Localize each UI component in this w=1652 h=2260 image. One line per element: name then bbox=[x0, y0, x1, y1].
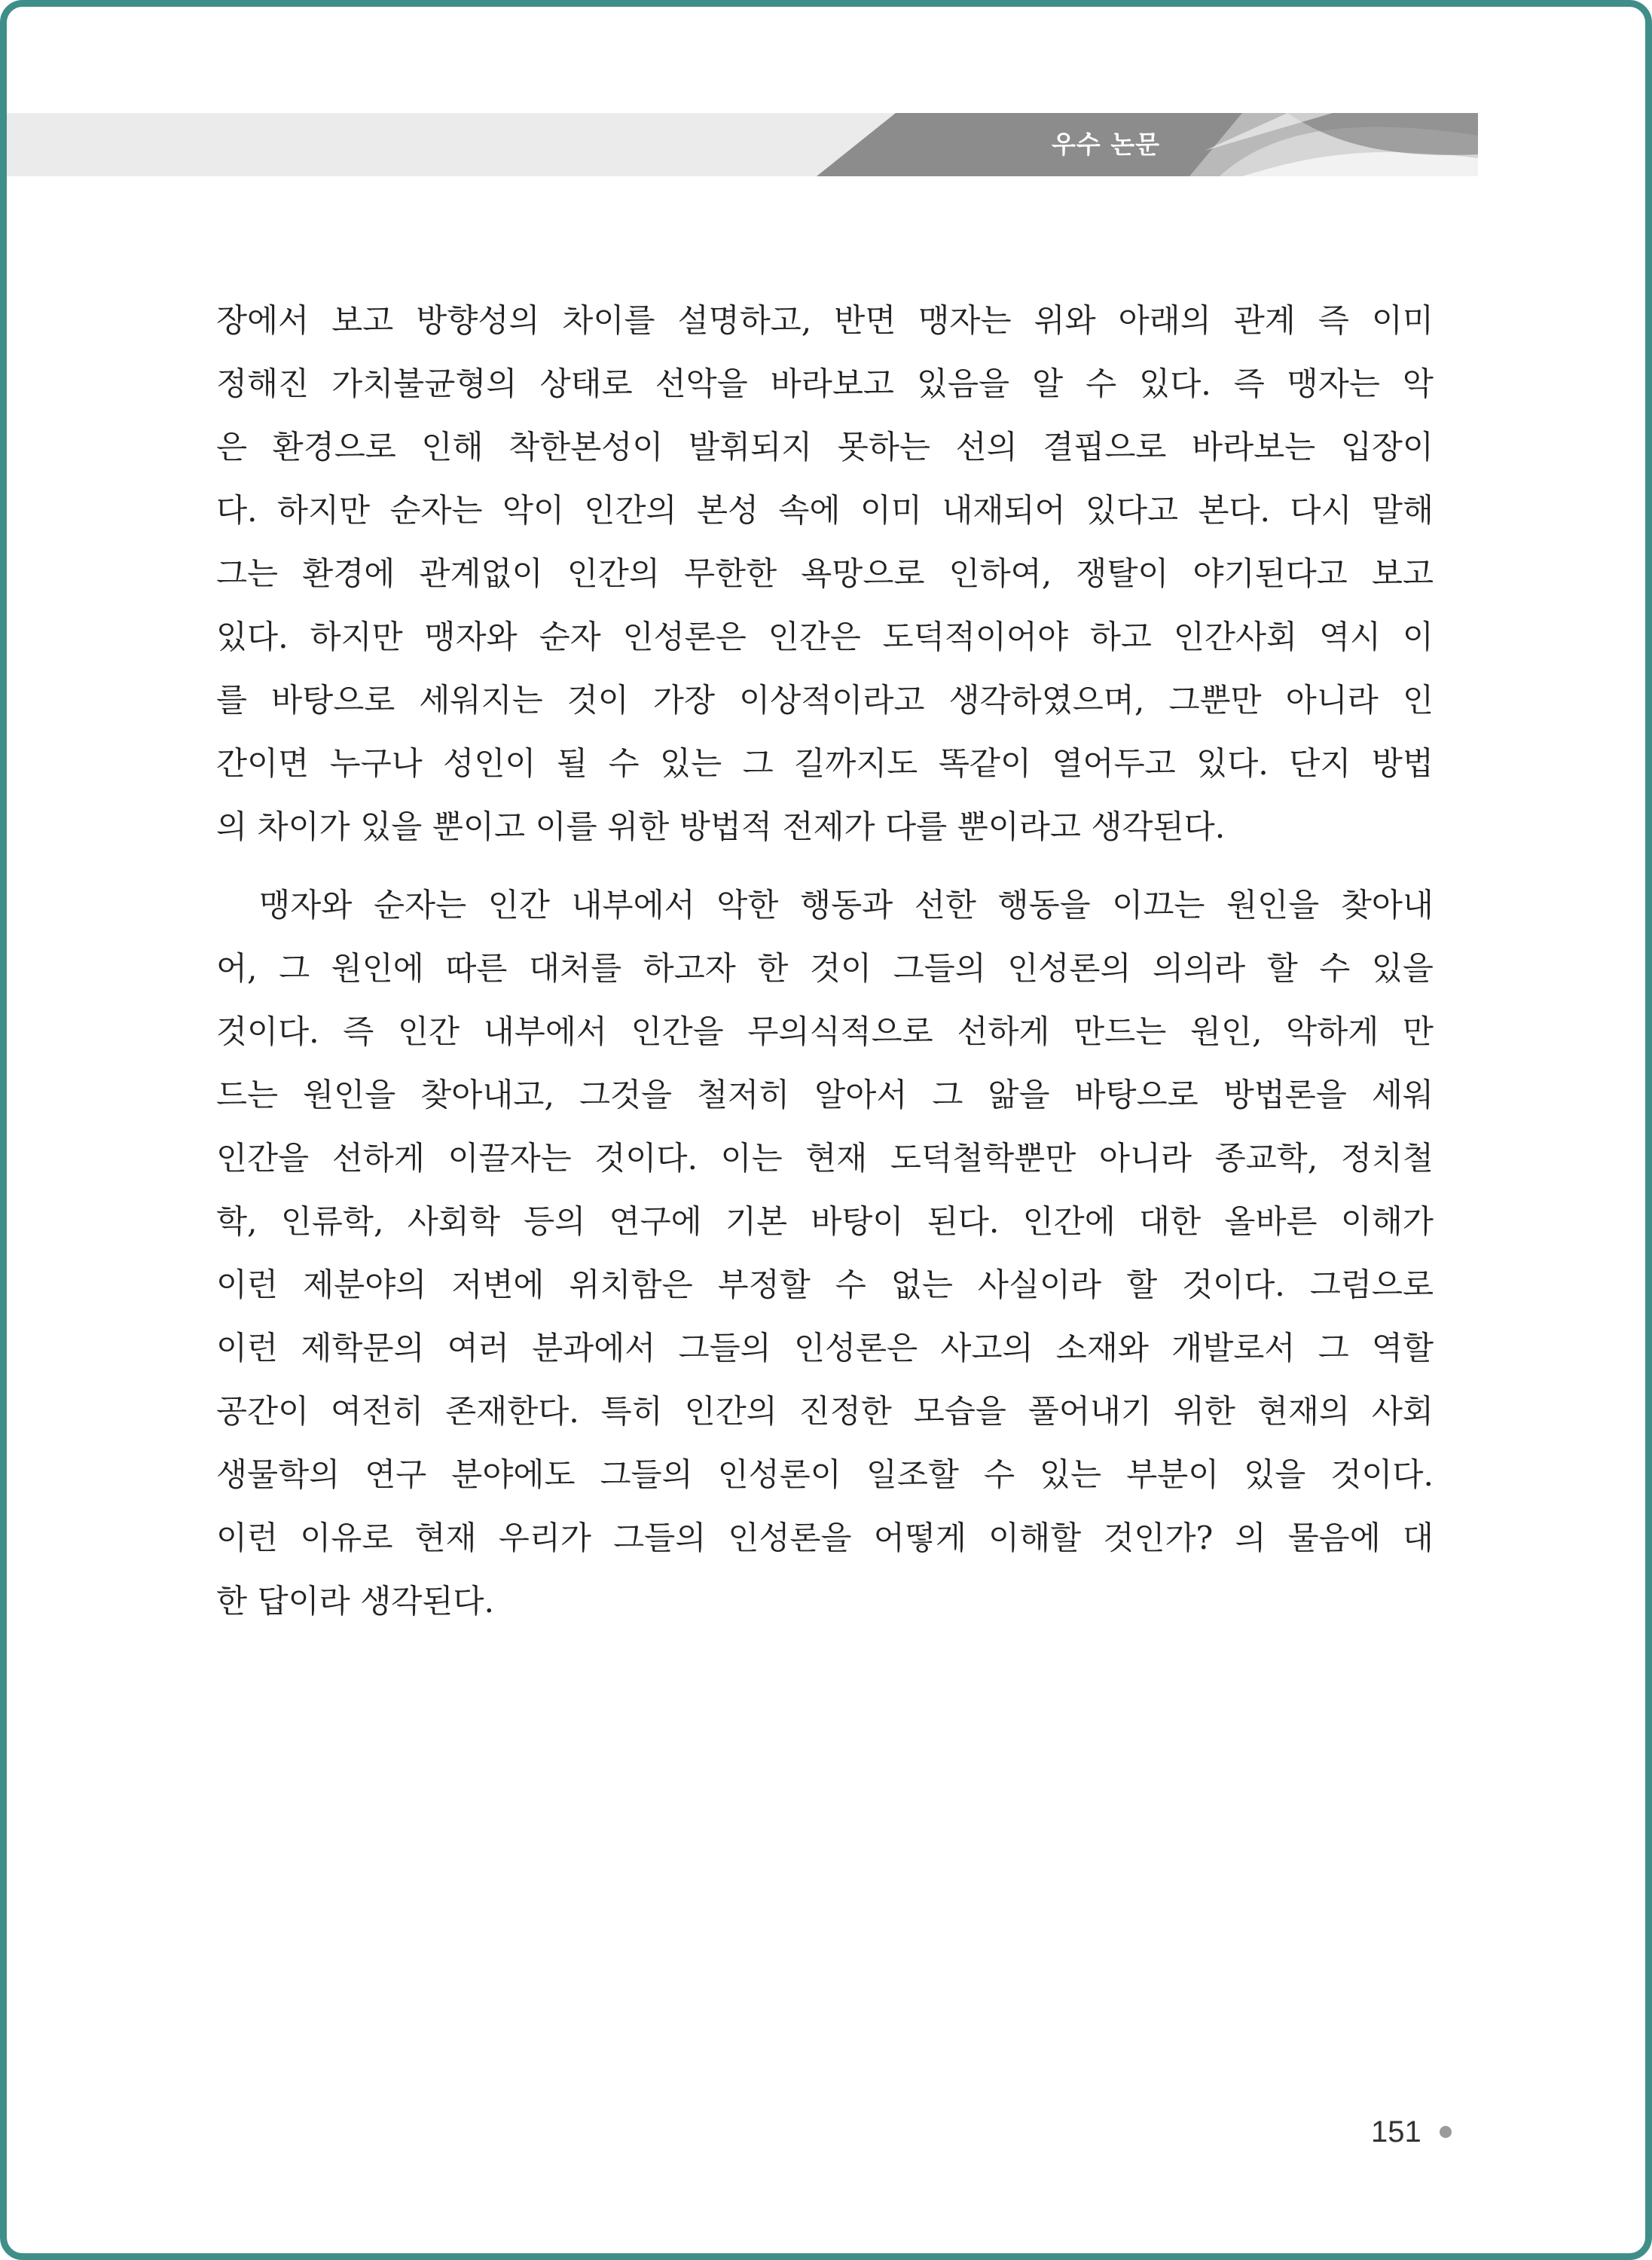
paragraph-1 bbox=[216, 290, 1434, 860]
text-line: 장에서 보고 방향성의 차이를 설명하고, 반면 맹자는 위와 아래의 관계 즉 이미 bbox=[216, 303, 1434, 340]
text-line: 드는 원인을 찾아내고, 그것을 철저히 알아서 그 앎을 바탕으로 방법론을 세워 bbox=[216, 1077, 1434, 1114]
text-line: 생물학의 연구 분야에도 그들의 인성론이 일조할 수 있는 부분이 있을 것이다. bbox=[216, 1457, 1434, 1494]
text-line: 있다. 하지만 맹자와 순자 인성론은 인간은 도덕적이어야 하고 인간사회 역시 이 bbox=[216, 619, 1434, 656]
text-line: 이런 제학문의 여러 분과에서 그들의 인성론은 사고의 소재와 개발로서 그 역할 bbox=[216, 1330, 1434, 1367]
running-header-band bbox=[7, 113, 1478, 176]
text-line: 학, 인류학, 사회학 등의 연구에 기본 바탕이 된다. 인간에 대한 올바른 이해가 bbox=[216, 1204, 1434, 1241]
text-line: 어, 그 원인에 따른 대처를 하고자 한 것이 그들의 인성론의 의의라 할 수 있을 bbox=[216, 951, 1434, 988]
text-line: 것이다. 즉 인간 내부에서 인간을 무의식적으로 선하게 만드는 원인, 악하게 만 bbox=[216, 1014, 1434, 1051]
text-line: 다. 하지만 순자는 악이 인간의 본성 속에 이미 내재되어 있다고 본다. 다시 말해 bbox=[216, 493, 1434, 530]
page-footer bbox=[1371, 2109, 1452, 2155]
text-line: 그는 환경에 관계없이 인간의 무한한 욕망으로 인하여, 쟁탈이 야기된다고 보고 bbox=[216, 556, 1434, 593]
text-line: 공간이 여전히 존재한다. 특히 인간의 진정한 모습을 풀어내기 위한 현재의 사회 bbox=[216, 1394, 1434, 1431]
running-header-title: 우수 논문 bbox=[1052, 130, 1161, 159]
text-line: 를 바탕으로 세워지는 것이 가장 이상적이라고 생각하였으며, 그뿐만 아니라 인 bbox=[216, 683, 1434, 719]
text-line: 한 답이라 생각된다. bbox=[216, 1584, 494, 1620]
header-decoration bbox=[7, 113, 1478, 176]
text-line: 이런 이유로 현재 우리가 그들의 인성론을 어떻게 이해할 것인가? 의 물음에 대 bbox=[216, 1520, 1434, 1557]
text-line: 의 차이가 있을 뿐이고 이를 위한 방법적 전제가 다를 뿐이라고 생각된다. bbox=[216, 809, 1226, 846]
bullet-dot-icon bbox=[1440, 2126, 1452, 2138]
text-line: 정해진 가치불균형의 상태로 선악을 바라보고 있음을 알 수 있다. 즉 맹자는 악 bbox=[216, 366, 1434, 403]
text-line: 인간을 선하게 이끌자는 것이다. 이는 현재 도덕철학뿐만 아니라 종교학, 정치철 bbox=[216, 1141, 1434, 1177]
text-line: 맹자와 순자는 인간 내부에서 악한 행동과 선한 행동을 이끄는 원인을 찾아내 bbox=[216, 887, 1434, 924]
paragraph-2 bbox=[216, 875, 1434, 1634]
text-line: 간이면 누구나 성인이 될 수 있는 그 길까지도 똑같이 열어두고 있다. 단지 방법 bbox=[216, 746, 1434, 783]
paragraph-spacer bbox=[216, 860, 1434, 875]
article-body bbox=[216, 290, 1434, 1634]
page-number: 151 bbox=[1371, 2115, 1421, 2149]
text-line: 이런 제분야의 저변에 위치함은 부정할 수 없는 사실이라 할 것이다. 그럼으로 bbox=[216, 1267, 1434, 1304]
text-line: 은 환경으로 인해 착한본성이 발휘되지 못하는 선의 결핍으로 바라보는 입장이 bbox=[216, 429, 1434, 466]
